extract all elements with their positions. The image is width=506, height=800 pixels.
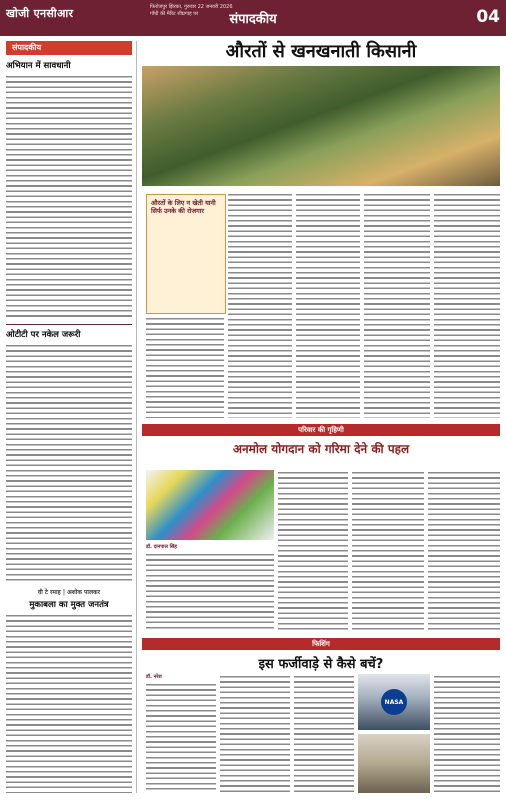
lead-body-col1 [228,192,292,418]
page-number: 04 [476,7,500,27]
pull-quote-box [146,194,226,314]
nasa-photo [358,674,430,730]
divider [6,324,132,325]
column-divider [136,41,137,793]
domestic-writer: डॉ. दानपाल सिंह [146,544,177,550]
domestic-band: परिवार की गृहिणी [142,424,500,436]
science-body-col4 [434,674,500,793]
lead-headline: औरतों से खनखनाती किसानी [225,41,417,62]
mukta-body [6,613,132,793]
domestic-body-col4 [428,470,500,632]
science-band: फिशिंग [142,638,500,650]
lead-body-col4 [434,192,500,418]
nasa-logo-icon: NASA [381,689,407,715]
lead-body-col2 [296,192,360,418]
science-body-col2 [220,674,290,793]
farm-women-photo [142,66,500,186]
science-headline: इस फर्जीवाड़े से कैसे बचें? [258,657,384,672]
science-writer: डॉ. नरेश [146,674,162,680]
lead-body-col3 [364,192,430,418]
editorial-title: अभियान में सावधानी [6,61,71,71]
science-body-col3 [294,674,354,793]
masthead [0,0,506,36]
editorial-label: संपादकीय [6,41,132,55]
domestic-body-left [146,552,274,632]
household-photo [146,470,274,540]
science-body-col1 [146,682,216,793]
brand-logo: खोजी एनसीआर [6,7,74,20]
header-tagline: गाँधी की मैरिट शीघ्रगाह पर [150,11,199,17]
ott-title: ओटीटी पर नकेल जरूरी [6,330,81,340]
domestic-headline: अनमोल योगदान को गरिमा देने की पहल [232,442,410,456]
mukta-title: मुकाबला का मुक्त जनतंत्र [29,600,109,610]
lead-body-col0 [146,316,224,418]
domestic-body-col2 [278,470,348,632]
header-date: फिरोजपुर झिरका, गुरुवार 22 जनवरी 2026 [150,4,233,10]
building-photo [358,734,430,793]
editorial-body [6,74,132,320]
section-title: संपादकीय [229,12,277,27]
pull-quote: औरतों के लिए न खेती यानी सिर्फ उनके की रोजगार [151,199,216,215]
domestic-body-col3 [352,470,424,632]
ott-byline: वी टे रमाह | अशोक पालकर [37,589,101,596]
ott-body [6,343,132,583]
